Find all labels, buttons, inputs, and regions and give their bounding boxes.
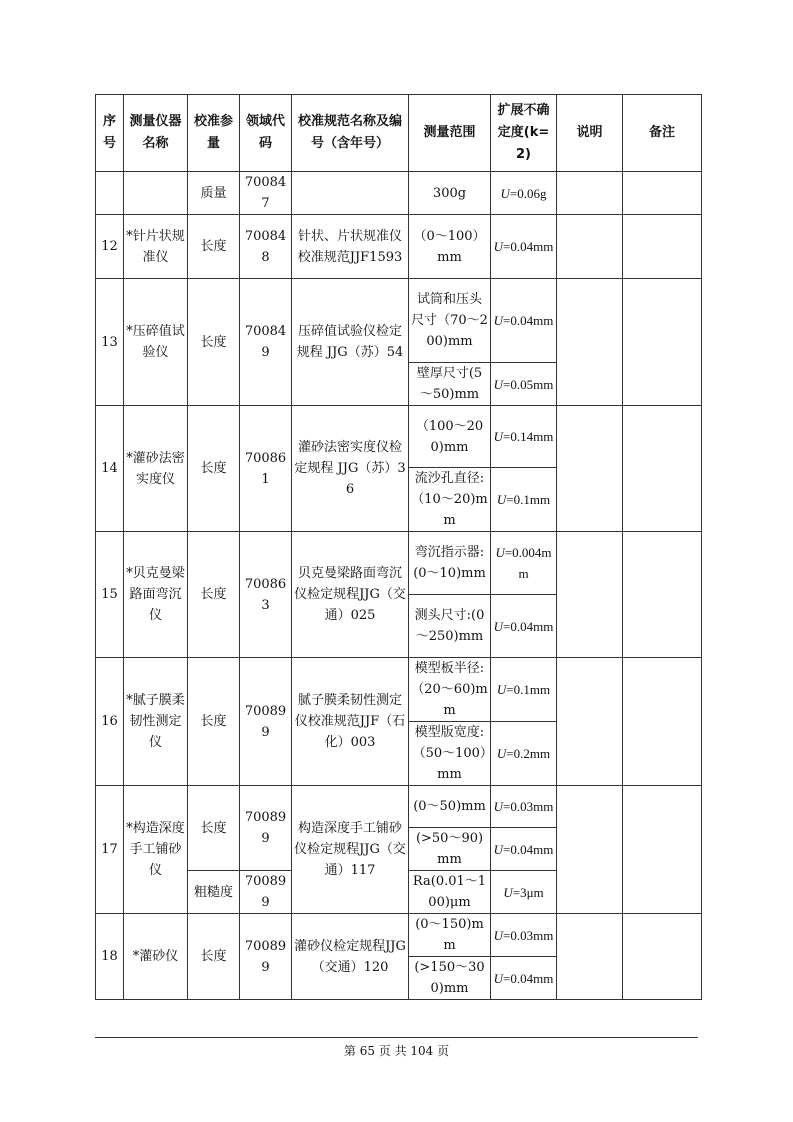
header-seq: 序号 [96, 95, 124, 172]
header-spec: 校准规范名称及编号（含年号） [292, 95, 409, 172]
code-cell: 700899 [240, 786, 292, 871]
spec-cell: 针状、片状规准仪校准规范JJF1593 [292, 215, 409, 279]
table-row [96, 406, 702, 468]
header-instrument: 测量仪器名称 [124, 95, 188, 172]
code-cell: 700847 [240, 172, 292, 215]
header-remark: 备注 [623, 95, 702, 172]
param-cell: 长度 [188, 658, 240, 786]
range-cell: 壁厚尺寸(5～50)mm [409, 363, 491, 406]
param-cell: 长度 [188, 532, 240, 658]
uncertainty-cell: U=3μm [491, 871, 557, 914]
uncertainty-cell: U=0.04mm [491, 828, 557, 871]
page-number: 第 65 页 共 104 页 [343, 1044, 450, 1058]
uncertainty-cell: U=0.04mm [491, 595, 557, 658]
uncertainty-cell: U=0.004mm [491, 532, 557, 595]
header-range: 测量范围 [409, 95, 491, 172]
uncertainty-cell: U=0.1mm [491, 468, 557, 532]
uncertainty-cell: U=0.04mm [491, 215, 557, 279]
code-cell: 700899 [240, 871, 292, 914]
range-cell: (>50～90)mm [409, 828, 491, 871]
uncertainty-cell: U=0.2mm [491, 722, 557, 786]
uncertainty-cell: U=0.14mm [491, 406, 557, 468]
instrument-cell: *针片状规准仪 [124, 215, 188, 279]
instrument-cell: *腻子膜柔韧性测定仪 [124, 658, 188, 786]
code-cell: 700861 [240, 406, 292, 532]
uncertainty-cell: U=0.05mm [491, 363, 557, 406]
spec-cell: 压碎值试验仪检定规程 JJG（苏）54 [292, 279, 409, 406]
seq-cell: 14 [96, 406, 124, 532]
seq-cell: 13 [96, 279, 124, 406]
param-cell: 质量 [188, 172, 240, 215]
spec-cell: 灌砂法密实度仪检定规程 JJG（苏）36 [292, 406, 409, 532]
instrument-cell: *灌砂仪 [124, 914, 188, 1000]
table-row [96, 658, 702, 722]
header-uncertainty: 扩展不确定度(k=2) [491, 95, 557, 172]
param-cell: 长度 [188, 279, 240, 406]
uncertainty-cell: U=0.04mm [491, 279, 557, 363]
seq-cell: 15 [96, 532, 124, 658]
code-cell: 700899 [240, 914, 292, 1000]
uncertainty-cell: U=0.04mm [491, 957, 557, 1000]
code-cell: 700899 [240, 658, 292, 786]
range-cell: (0～150)mm [409, 914, 491, 957]
param-cell: 粗糙度 [188, 871, 240, 914]
range-cell: （0～100）mm [409, 215, 491, 279]
table-header-row [96, 95, 702, 172]
code-cell: 700849 [240, 279, 292, 406]
range-cell: 300g [409, 172, 491, 215]
instrument-cell: *灌砂法密实度仪 [124, 406, 188, 532]
param-cell: 长度 [188, 215, 240, 279]
uncertainty-cell: U=0.03mm [491, 786, 557, 828]
param-cell: 长度 [188, 406, 240, 532]
range-cell: 模型板半径:（20～60)mm [409, 658, 491, 722]
uncertainty-cell: U=0.1mm [491, 658, 557, 722]
spec-cell: 灌砂仪检定规程JJG（交通）120 [292, 914, 409, 1000]
param-cell: 长度 [188, 914, 240, 1000]
seq-cell: 12 [96, 215, 124, 279]
spec-cell: 构造深度手工铺砂仪检定规程JJG（交通）117 [292, 786, 409, 914]
range-cell: (>150～300)mm [409, 957, 491, 1000]
header-code: 领域代码 [240, 95, 292, 172]
range-cell: 模型版宽度:（50～100）mm [409, 722, 491, 786]
range-cell: （100～200)mm [409, 406, 491, 468]
spec-cell: 腻子膜柔韧性测定仪校准规范JJF（石化）003 [292, 658, 409, 786]
table-row [96, 279, 702, 363]
seq-cell: 16 [96, 658, 124, 786]
code-cell: 700863 [240, 532, 292, 658]
table-row [96, 532, 702, 595]
param-cell: 长度 [188, 786, 240, 871]
code-cell: 700848 [240, 215, 292, 279]
range-cell: 试筒和压头尺寸（70～200)mm [409, 279, 491, 363]
range-cell: 流沙孔直径:（10～20)mm [409, 468, 491, 532]
seq-cell: 17 [96, 786, 124, 914]
header-note: 说明 [557, 95, 623, 172]
range-cell: (0～50)mm [409, 786, 491, 828]
range-cell: Ra(0.01～100)μm [409, 871, 491, 914]
table-row [96, 786, 702, 828]
table-row [96, 914, 702, 957]
spec-cell: 贝克曼梁路面弯沉仪检定规程JJG（交通）025 [292, 532, 409, 658]
uncertainty-cell: U=0.03mm [491, 914, 557, 957]
instrument-cell: *压碎值试验仪 [124, 279, 188, 406]
instrument-cell: *构造深度手工铺砂仪 [124, 786, 188, 914]
instrument-cell: *贝克曼梁路面弯沉仪 [124, 532, 188, 658]
header-param: 校准参量 [188, 95, 240, 172]
uncertainty-cell: U=0.06g [491, 172, 557, 215]
range-cell: 测头尺寸:(0～250)mm [409, 595, 491, 658]
range-cell: 弯沉指示器:(0～10)mm [409, 532, 491, 595]
table-row [96, 215, 702, 279]
seq-cell: 18 [96, 914, 124, 1000]
footer-divider [95, 1037, 698, 1038]
table-row [96, 172, 702, 215]
calibration-table [95, 94, 702, 1000]
